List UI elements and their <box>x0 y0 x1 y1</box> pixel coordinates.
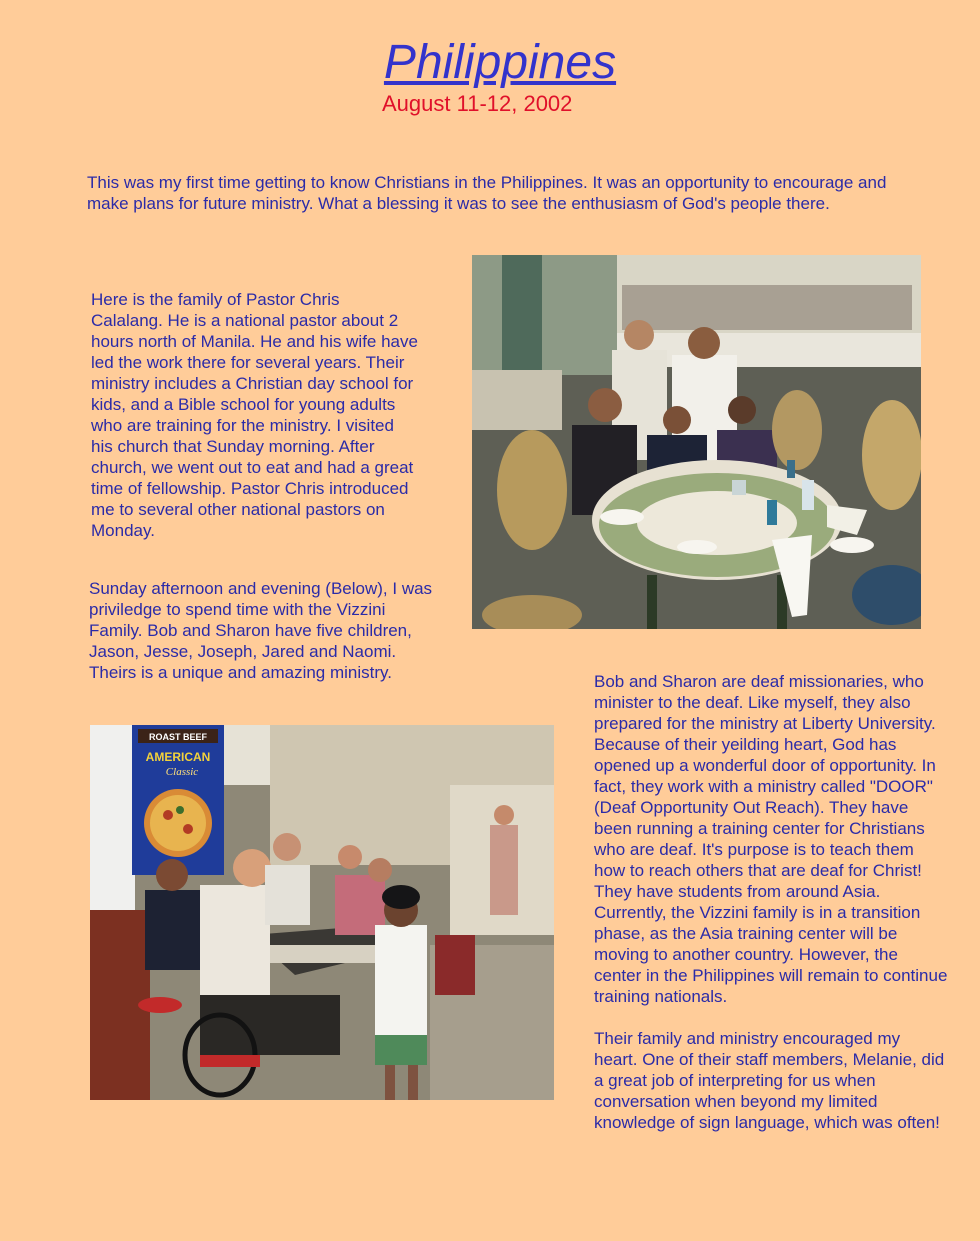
page-title[interactable]: Philippines <box>383 36 617 89</box>
encouragement-paragraph: Their family and ministry encouraged my heart. One of their staff members, Melanie, did a great job of interpreting for us when conversation when beyond my limited knowledge of sign language, which was often! <box>594 1029 945 1132</box>
vizzini-family-photo <box>90 725 554 1100</box>
poster-american-text: AMERICAN <box>145 750 211 764</box>
calalang-family-photo <box>472 255 921 629</box>
poster-roast-beef-text: ROAST BEEF <box>148 732 208 742</box>
trip-date: August 11-12, 2002 <box>382 91 573 116</box>
vizzini-family-paragraph: Sunday afternoon and evening (Below), I was priviledge to spend time with the Vizzini Family. Bob and Sharon have five children, Jason, Jesse, Joseph, Jared and Naomi. Theirs is a unique and amazing ministry. <box>89 579 433 682</box>
calalang-family-paragraph: Here is the family of Pastor Chris Calalang. He is a national pastor about 2 hours north of Manila. He and his wife have led the work there for several years. Their ministry includes a Christian day school for kids, and a Bible school for young adults who are training for the ministry. I visited his church that Sunday morning. After church, we went out to eat and had a great time of fellowship. Pastor Chris introduced me to several other national pastors on Monday. <box>91 290 418 540</box>
poster-classic-text: Classic <box>165 766 199 778</box>
intro-paragraph: This was my first time getting to know Christians in the Philippines. It was an opportunity to encourage and make plans for future ministry. What a blessing it was to see the enthusiasm of God's people there. <box>87 173 887 213</box>
deaf-ministry-paragraph: Bob and Sharon are deaf missionaries, who minister to the deaf. Like myself, they also prepared for the ministry at Liberty University. Because of their yeilding heart, God has opened up a wonderful door of opportunity. In fact, they work with a ministry called "DOOR" (Deaf Opportunity Out Reach). They have been running a training center for Christians who are deaf. It's purpose is to teach them how to reach others that are deaf for Christ! They have students from around Asia. Currently, the Vizzini family is in a transition phase, as the Asia training center will be moving to another country. However, the center in the Philippines will remain to continue training nationals. <box>594 672 948 1006</box>
